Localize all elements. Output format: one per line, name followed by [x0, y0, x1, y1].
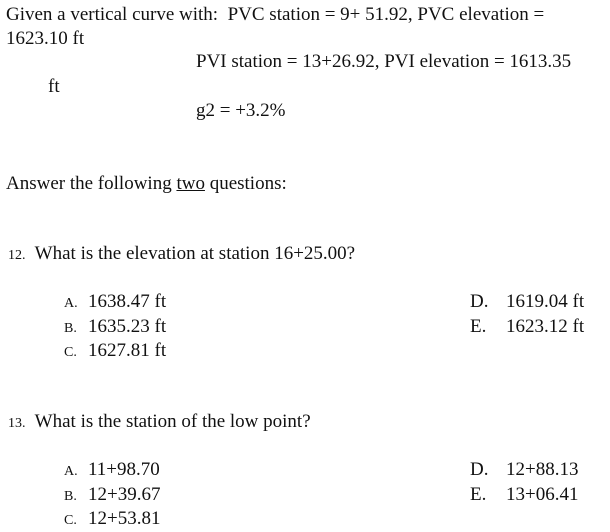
- q13-option-a[interactable]: [64, 459, 160, 483]
- question-12: [8, 243, 355, 267]
- option-label: B.: [64, 489, 77, 504]
- pvc-elevation-value: 1623.10 ft: [6, 28, 85, 49]
- instruction-prefix: Answer the following: [6, 173, 172, 194]
- q12-option-a[interactable]: [64, 291, 166, 315]
- option-label: C.: [64, 345, 77, 360]
- option-value: 1623.12 ft: [506, 316, 585, 337]
- q13-option-e[interactable]: [470, 484, 578, 506]
- instruction: [6, 173, 287, 195]
- option-value: 12+88.13: [506, 459, 579, 480]
- option-value: 13+06.41: [506, 484, 579, 505]
- q13-option-b[interactable]: [64, 484, 160, 508]
- question-number: 12.: [8, 248, 26, 263]
- question-13: [8, 411, 311, 435]
- pvc-station-elevation: PVC station = 9+ 51.92, PVC elevation =: [227, 4, 545, 25]
- option-label: E.: [470, 484, 487, 505]
- q13-option-d[interactable]: [470, 459, 578, 481]
- option-value: 11+98.70: [88, 459, 160, 480]
- instruction-emphasis: two: [176, 173, 205, 194]
- option-value: 12+39.67: [88, 484, 161, 505]
- q12-option-b[interactable]: [64, 316, 166, 340]
- option-label: A.: [64, 296, 78, 311]
- q12-option-c[interactable]: [64, 340, 166, 364]
- q12-option-e[interactable]: [470, 316, 584, 338]
- option-value: 1619.04 ft: [506, 291, 585, 312]
- given-heading: [6, 4, 544, 26]
- option-label: D.: [470, 459, 489, 480]
- question-text: What is the station of the low point?: [34, 411, 311, 432]
- given-intro: Given a vertical curve with:: [6, 4, 219, 25]
- option-label: D.: [470, 291, 489, 312]
- option-value: 12+53.81: [88, 508, 161, 529]
- instruction-suffix: questions:: [209, 173, 287, 194]
- option-label: E.: [470, 316, 487, 337]
- grade-g2: g2 = +3.2%: [196, 100, 286, 121]
- option-value: 1627.81 ft: [88, 340, 167, 361]
- option-label: A.: [64, 464, 78, 479]
- q13-option-c[interactable]: [64, 508, 160, 532]
- option-value: 1635.23 ft: [88, 316, 167, 337]
- option-label: C.: [64, 513, 77, 528]
- option-value: 1638.47 ft: [88, 291, 167, 312]
- option-label: B.: [64, 321, 77, 336]
- pvi-elevation-unit: ft: [48, 76, 60, 97]
- question-text: What is the elevation at station 16+25.00?: [34, 243, 356, 264]
- pvi-station-elevation: PVI station = 13+26.92, PVI elevation = 1613.35: [196, 51, 572, 72]
- q12-option-d[interactable]: [470, 291, 584, 313]
- question-number: 13.: [8, 416, 26, 431]
